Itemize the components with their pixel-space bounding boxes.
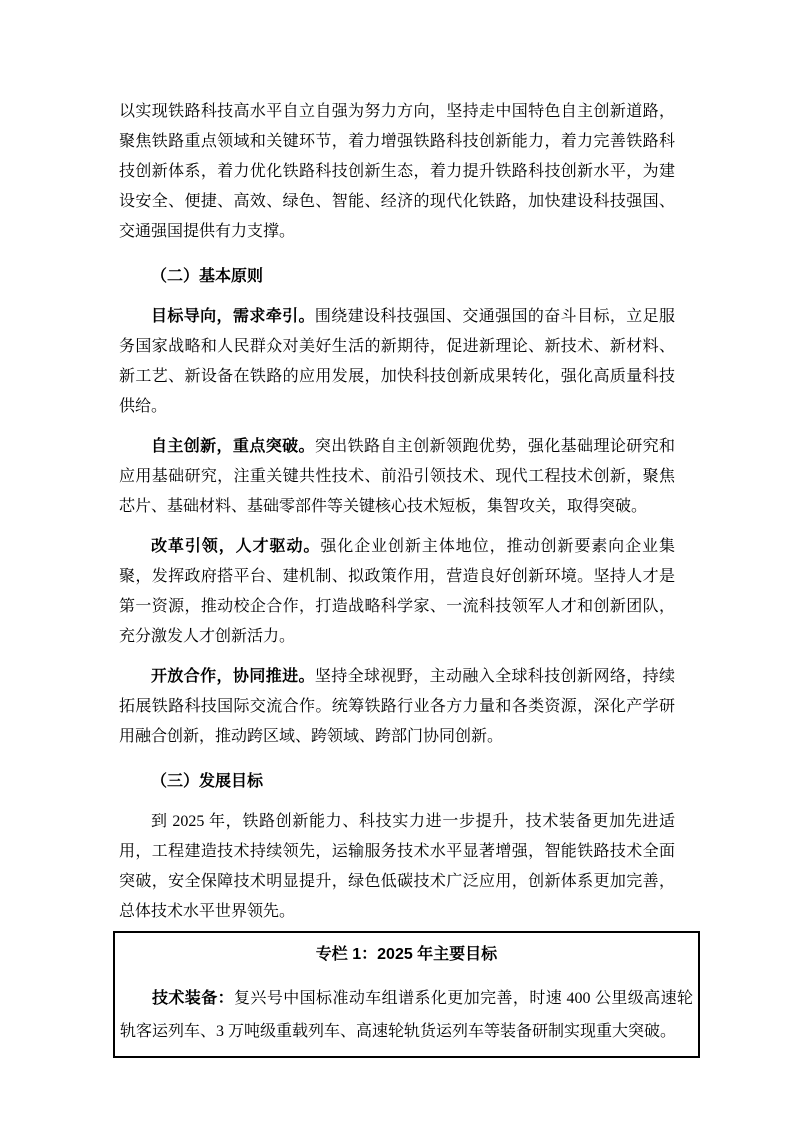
paragraph-bold-lead: 改革引领，人才驱动。 xyxy=(151,538,321,555)
callout-paragraph xyxy=(120,982,693,1048)
document-body xyxy=(119,97,693,1058)
body-paragraph: 目标导向，需求牵引。围绕建设科技强国、交通强国的奋斗目标，立足服务国家战略和人民群众对美好生活的新期待，促进新理论、新技术、新材料、新工艺、新设备在铁路的应用发展，加快科技创新成果转化，强化高质量科技供给。 xyxy=(119,308,675,415)
section-heading: （二）基本原则 xyxy=(151,268,264,285)
body-paragraph: 开放合作，协同推进。坚持全球视野，主动融入全球科技创新网络，持续拓展铁路科技国际交流合作。统筹铁路行业各方力量和各类资源，深化产学研用融合创新，推动跨区域、跨领域、跨部门协同创新。 xyxy=(119,668,675,745)
callout-bold-lead: 技术装备： xyxy=(152,990,235,1007)
body-paragraph: 自主创新，重点突破。突出铁路自主创新领跑优势，强化基础理论研究和应用基础研究，注重关键共性技术、前沿引领技术、现代工程技术创新，聚焦芯片、基础材料、基础零部件等关键核心技术短板，集智攻关，取得突破。 xyxy=(119,438,675,515)
paragraph-bold-lead: 自主创新，重点突破。 xyxy=(151,438,315,455)
paragraph-bold-lead: 目标导向，需求牵引。 xyxy=(151,308,315,325)
body-paragraph: 改革引领，人才驱动。强化企业创新主体地位，推动创新要素向企业集聚，发挥政府搭平台、建机制、拟政策作用，营造良好创新环境。坚持人才是第一资源，推动校企合作，打造战略科学家、一流科技领军人才和创新团队，充分激发人才创新活力。 xyxy=(119,538,675,645)
paragraph-bold-lead: 开放合作，协同推进。 xyxy=(151,668,315,685)
callout-box xyxy=(113,931,700,1058)
callout-text: 复兴号中国标准动车组谱系化更加完善，时速 400 公里级高速轮轨客运列车、3 万吨级重载列车、高速轮轨货运列车等装备研制实现重大突破。 xyxy=(120,990,693,1040)
callout-title: 专栏 1：2025 年主要目标 xyxy=(315,946,498,963)
body-paragraph: 到 2025 年，铁路创新能力、科技实力进一步提升，技术装备更加先进适用，工程建造技术持续领先，运输服务技术水平显著增强，智能铁路技术全面突破，安全保障技术明显提升，绿色低碳技术广泛应用，创新体系更加完善，总体技术水平世界领先。 xyxy=(119,813,675,920)
body-paragraph: 以实现铁路科技高水平自立自强为努力方向，坚持走中国特色自主创新道路，聚焦铁路重点领域和关键环节，着力增强铁路科技创新能力，着力完善铁路科技创新体系，着力优化铁路科技创新生态，着力提升铁路科技创新水平，为建设安全、便捷、高效、绿色、智能、经济的现代化铁路，加快建设科技强国、交通强国提供有力支撑。 xyxy=(119,103,675,240)
section-heading: （三）发展目标 xyxy=(151,773,264,790)
